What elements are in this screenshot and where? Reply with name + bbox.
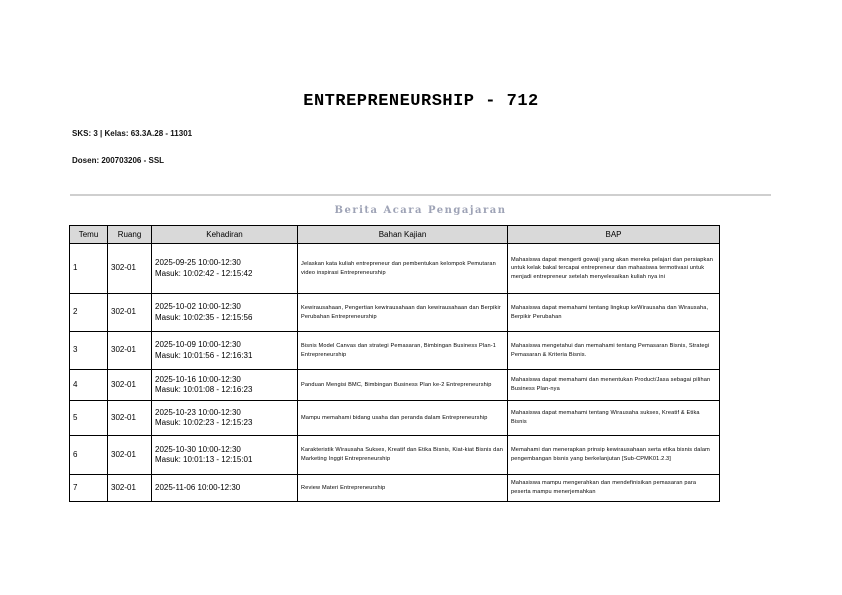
cell-temu: 2 — [70, 294, 108, 332]
class-info: SKS: 3 | Kelas: 63.3A.28 - 11301 — [72, 129, 193, 138]
cell-bahan-kajian: Karakteristik Wirausaha Sukses, Kreatif dan Etika Bisnis, Kiat-kiat Bisnis dan Marketing Inggit Entrepreneurship — [298, 436, 508, 475]
kehadiran-masuk: Masuk: 10:02:35 - 12:15:56 — [155, 312, 253, 322]
kehadiran-masuk: Masuk: 10:02:23 - 12:15:23 — [155, 418, 253, 427]
cell-ruang: 302-01 — [108, 475, 152, 502]
header-bahan-kajian: Bahan Kajian — [298, 226, 508, 244]
cell-bap: Mahasiswa dapat memahami tentang Wirausaha sukses, Kreatif & Etika Bisnis — [508, 401, 720, 436]
cell-bahan-kajian: Panduan Mengisi BMC, Bimbingan Business Plan ke-2 Entrepreneurship — [298, 370, 508, 401]
cell-kehadiran — [152, 370, 298, 401]
cell-bahan-kajian: Review Materi Entrepreneurship — [298, 475, 508, 502]
kehadiran-jadwal: 2025-10-30 10:00-12:30 — [155, 444, 241, 454]
cell-temu: 6 — [70, 436, 108, 475]
cell-ruang: 302-01 — [108, 244, 152, 294]
cell-bahan-kajian: Bisnis Model Canvas dan strategi Pemasaran, Bimbingan Business Plan-1 Entrepreneurship — [298, 332, 508, 370]
cell-bap: Mahasiswa dapat memahami tentang lingkup keWirausaha dan Wirausaha, Berpikir Perubahan — [508, 294, 720, 332]
cell-ruang: 302-01 — [108, 401, 152, 436]
cell-kehadiran — [152, 244, 298, 294]
table-row — [70, 475, 720, 502]
cell-temu: 1 — [70, 244, 108, 294]
cell-ruang: 302-01 — [108, 294, 152, 332]
table-row — [70, 401, 720, 436]
lecturer-info: Dosen: 200703206 - SSL — [72, 156, 165, 165]
section-title: Berita Acara Pengajaran — [334, 205, 507, 216]
kehadiran-jadwal: 2025-10-23 10:00-12:30 — [155, 407, 241, 417]
cell-temu: 4 — [70, 370, 108, 401]
header-bap: BAP — [508, 226, 720, 244]
cell-kehadiran — [152, 401, 298, 436]
cell-bap: Memahami dan menerapkan prinsip kewirausahaan serta etika bisnis dalam pengembangan bisnis yang berkelanjutan [Sub-CPMK01.2.3] — [508, 436, 720, 475]
header-ruang: Ruang — [108, 226, 152, 244]
cell-kehadiran — [152, 332, 298, 370]
cell-bahan-kajian: Kewirausahaan, Pengertian kewirausahaan dan kewirausahaan dan Berpikir Perubahan Entrepreneurship — [298, 294, 508, 332]
table-row — [70, 370, 720, 401]
cell-ruang: 302-01 — [108, 332, 152, 370]
cell-ruang: 302-01 — [108, 436, 152, 475]
table-header-row — [70, 226, 720, 244]
kehadiran-masuk: Masuk: 10:01:13 - 12:15:01 — [155, 455, 253, 464]
cell-bahan-kajian: Jelaskan kata kuliah entrepreneur dan pembentukan kelompok Pemutaran video inspirasi Entrepreneurship — [298, 244, 508, 294]
kehadiran-masuk: Masuk: 10:01:08 - 12:16:23 — [155, 385, 253, 394]
table-row — [70, 244, 720, 294]
cell-bap: Mahasiswa dapat memahami dan menentukan Product/Jasa sebagai pilihan Business Plan-nya — [508, 370, 720, 401]
kehadiran-jadwal: 2025-10-02 10:00-12:30 — [155, 302, 241, 312]
cell-ruang: 302-01 — [108, 370, 152, 401]
divider — [70, 194, 771, 196]
cell-bahan-kajian: Mampu memahami bidang usaha dan peranda dalam Entrepreneurship — [298, 401, 508, 436]
kehadiran-jadwal: 2025-10-09 10:00-12:30 — [155, 340, 241, 350]
cell-kehadiran — [152, 436, 298, 475]
cell-bap: Mahasiswa dapat mengerti gowaji yang akan mereka pelajari dan persiapkan untuk kelak bakal tercapai entrepreneur dan mahasiswa termotivasi untuk menjadi entrepreneur setelah menyelesaikan kuliah nya ini — [508, 244, 720, 294]
cell-kehadiran — [152, 475, 298, 502]
table-row — [70, 294, 720, 332]
cell-temu: 5 — [70, 401, 108, 436]
cell-temu: 7 — [70, 475, 108, 502]
table-row — [70, 332, 720, 370]
cell-bap: Mahasiswa mengetahui dan memahami tentang Pemasaran Bisnis, Strategi Pemasaran & Kriteria Bisnis. — [508, 332, 720, 370]
bap-table — [69, 225, 720, 502]
cell-kehadiran — [152, 294, 298, 332]
table-row — [70, 436, 720, 475]
header-kehadiran: Kehadiran — [152, 226, 298, 244]
cell-bap: Mahasiswa mampu mengerahkan dan mendefinisikan pemasaran para peserta mampu menerjemahkan — [508, 475, 720, 502]
kehadiran-masuk: Masuk: 10:02:42 - 12:15:42 — [155, 268, 253, 278]
page-title: ENTREPRENEURSHIP - 712 — [303, 92, 539, 111]
header-temu: Temu — [70, 226, 108, 244]
kehadiran-jadwal: 2025-09-25 10:00-12:30 — [155, 258, 241, 268]
kehadiran-jadwal: 2025-10-16 10:00-12:30 — [155, 374, 241, 384]
kehadiran-masuk: Masuk: 10:01:56 - 12:16:31 — [155, 350, 253, 360]
kehadiran-jadwal: 2025-11-06 10:00-12:30 — [155, 482, 241, 492]
cell-temu: 3 — [70, 332, 108, 370]
